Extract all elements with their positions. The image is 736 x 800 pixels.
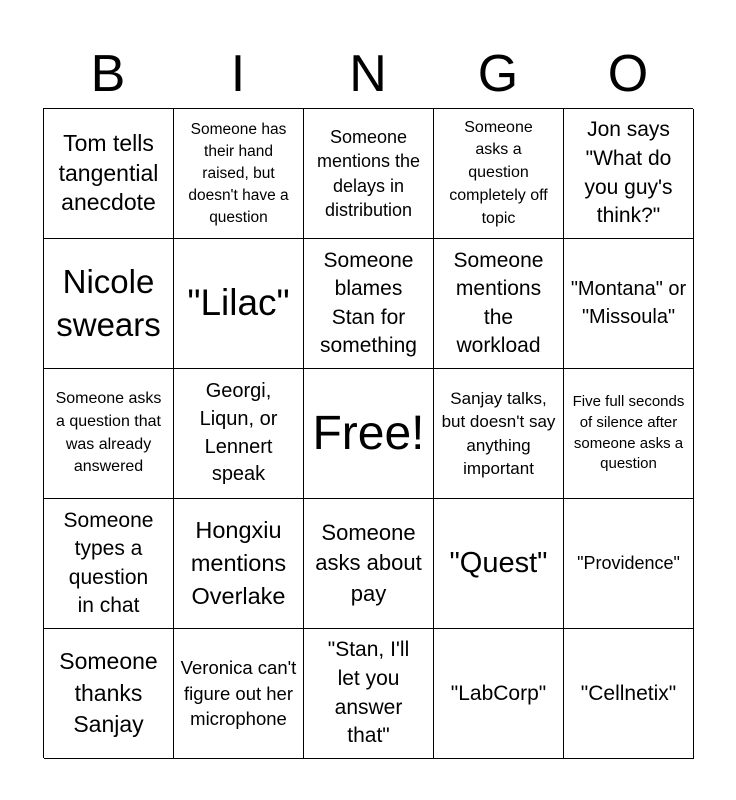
bingo-cell-n4[interactable] — [304, 499, 434, 629]
bingo-cell-text: Someone asks a question completely off topic — [449, 118, 548, 227]
header-letter-g: G — [477, 45, 519, 103]
bingo-cell-text: Hongxiu mentions Overlake — [190, 517, 287, 609]
bingo-cell-i1[interactable] — [174, 109, 304, 239]
bingo-cell-i3[interactable] — [174, 369, 304, 499]
bingo-cell-g3[interactable] — [434, 369, 564, 499]
bingo-cell-i2[interactable] — [174, 239, 304, 369]
bingo-cell-text: Sanjay talks, but doesn't say anything important — [441, 388, 556, 478]
bingo-cell-text: Tom tells tangential anecdote — [58, 129, 159, 216]
header-letter-n: N — [349, 45, 387, 103]
bingo-cell-o3[interactable] — [564, 369, 694, 499]
bingo-cell-b5[interactable] — [44, 629, 174, 759]
bingo-cell-text: Jon says "What do you guy's think?" — [584, 117, 673, 228]
bingo-cell-b3[interactable] — [44, 369, 174, 499]
bingo-cell-text: Someone mentions the workload — [453, 248, 544, 357]
bingo-cell-text: Someone blames Stan for something — [320, 248, 417, 357]
bingo-cell-text: Georgi, Liqun, or Lennert speak — [199, 380, 278, 486]
bingo-cell-text: "Lilac" — [187, 282, 290, 324]
bingo-cell-o4[interactable] — [564, 499, 694, 629]
bingo-cell-text: Someone types a question in chat — [63, 508, 154, 617]
bingo-cell-g5[interactable] — [434, 629, 564, 759]
bingo-cell-free[interactable] — [304, 369, 434, 499]
bingo-cell-n5[interactable] — [304, 629, 434, 759]
bingo-cell-text: "Montana" or "Missoula" — [570, 278, 687, 328]
bingo-cell-text: "Cellnetix" — [580, 681, 677, 705]
bingo-cell-b4[interactable] — [44, 499, 174, 629]
bingo-cell-o1[interactable] — [564, 109, 694, 239]
bingo-cell-text: "Stan, I'll let you answer that" — [327, 638, 410, 748]
bingo-cell-text: Nicole swears — [56, 262, 161, 343]
bingo-cell-n2[interactable] — [304, 239, 434, 369]
bingo-board — [43, 108, 693, 758]
bingo-cell-b1[interactable] — [44, 109, 174, 239]
bingo-cell-i4[interactable] — [174, 499, 304, 629]
bingo-cell-text: "Providence" — [577, 552, 680, 573]
bingo-cell-text: "LabCorp" — [450, 681, 547, 705]
bingo-cell-text: "Quest" — [449, 547, 548, 580]
bingo-cell-g4[interactable] — [434, 499, 564, 629]
bingo-cell-text: Someone mentions the delays in distribution — [316, 126, 421, 220]
bingo-cell-i5[interactable] — [174, 629, 304, 759]
bingo-cell-text: Veronica can't figure out her microphone — [180, 657, 297, 730]
bingo-cell-g1[interactable] — [434, 109, 564, 239]
bingo-cell-b2[interactable] — [44, 239, 174, 369]
bingo-cell-g2[interactable] — [434, 239, 564, 369]
bingo-cell-o5[interactable] — [564, 629, 694, 759]
bingo-cell-text: Someone thanks Sanjay — [59, 647, 158, 738]
bingo-cell-text: Someone asks about pay — [315, 519, 422, 606]
bingo-cell-n1[interactable] — [304, 109, 434, 239]
header-letter-i: I — [230, 45, 246, 103]
bingo-cell-text: Free! — [312, 406, 425, 460]
bingo-cell-o2[interactable] — [564, 239, 694, 369]
bingo-cell-text: Someone has their hand raised, but doesn't have a question — [188, 120, 289, 226]
header-letter-b: B — [90, 45, 126, 103]
bingo-cell-text: Someone asks a question that was already answered — [55, 390, 162, 476]
header-letter-o: O — [607, 45, 649, 103]
bingo-cell-text: Five full seconds of silence after someone asks a question — [572, 393, 685, 473]
bingo-header — [43, 40, 693, 108]
